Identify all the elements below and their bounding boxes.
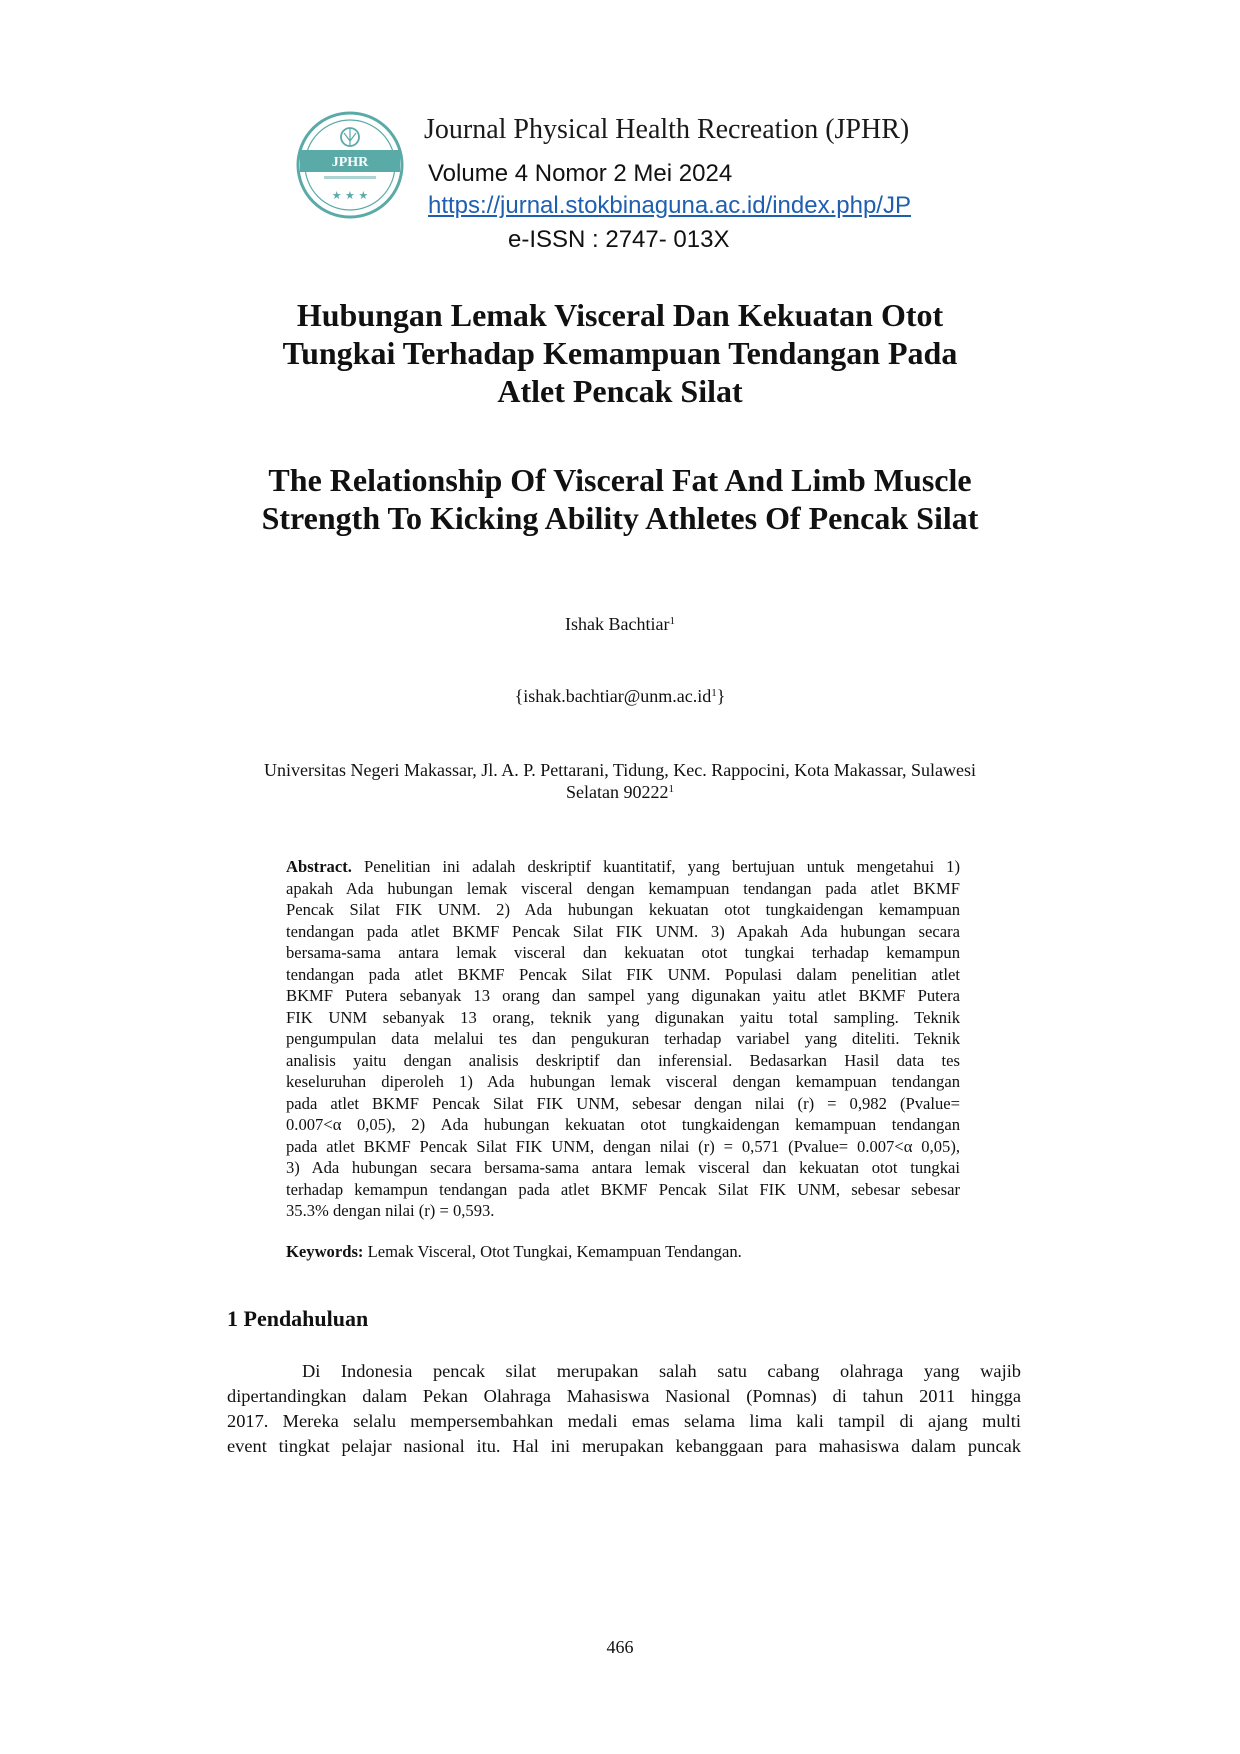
journal-url-link[interactable]: https://jurnal.stokbinaguna.ac.id/index.php/JP [428,192,911,219]
author-text: Ishak Bachtiar [565,614,670,634]
title-line: Strength To Kicking Ability Athletes Of Pencak Silat [261,500,979,536]
abstract-line: FIK UNM sebanyak 13 orang, teknik yang digunakan yaitu total sampling. Teknik [286,1007,960,1027]
author-superscript: 1 [669,615,675,627]
section-body [227,1359,1021,1459]
email-text: {ishak.bachtiar@unm.ac.id [514,686,712,706]
body-line: Di Indonesia pencak silat merupakan salah satu cabang olahraga yang wajib [302,1361,1021,1381]
journal-volume: Volume 4 Nomor 2 Mei 2024 [428,160,733,187]
svg-text:★ ★ ★: ★ ★ ★ [331,189,369,202]
affiliation-text: Selatan 90222 [566,782,669,802]
abstract-line: 3) Ada hubungan secara bersama-sama antara lemak visceral dan kekuatan otot tungkai [286,1158,960,1177]
abstract-line: Pencak Silat FIK UNM. 2) Ada hubungan kekuatan otot tungkaidengan kemampuan [286,900,960,919]
abstract-line: pada atlet BKMF Pencak Silat FIK UNM, sebesar dengan nilai (r) = 0,982 (Pvalue= [286,1093,960,1113]
abstract-line: pada atlet BKMF Pencak Silat FIK UNM, dengan nilai (r) = 0,571 (Pvalue= 0.007<α 0,05), [286,1136,960,1156]
affiliation-superscript: 1 [668,783,674,795]
paper-title-english [0,461,1240,537]
author-email [0,686,1240,707]
abstract-line: keseluruhan diperoleh 1) Ada hubungan lemak visceral dengan kemampuan tendangan [286,1072,960,1091]
journal-issn: e-ISSN : 2747- 013X [508,226,730,253]
title-line: Hubungan Lemak Visceral Dan Kekuatan Otot [296,297,944,333]
abstract-line: analisis yaitu dengan analisis deskriptif dan inferensial. Bedasarkan Hasil data tes [286,1050,960,1070]
abstract-first-line: Penelitian ini adalah deskriptif kuantitatif, yang bertujuan untuk mengetahui 1) [351,857,960,876]
journal-logo [296,111,404,219]
abstract-line: apakah Ada hubungan lemak visceral dengan kemampuan tendangan pada atlet BKMF [286,878,960,898]
abstract-line: terhadap kemampun tendangan pada atlet BKMF Pencak Silat FIK UNM, sebesar sebesar [286,1179,960,1199]
email-close-brace: } [716,686,726,706]
title-line: Atlet Pencak Silat [497,373,743,409]
page-number: 466 [606,1637,634,1657]
affiliation-line-2 [0,782,1240,803]
body-line: dipertandingkan dalam Pekan Olahraga Mahasiswa Nasional (Pomnas) di tahun 2011 hingga [227,1386,1021,1406]
abstract-line: 0.007<α 0,05), 2) Ada hubungan kekuatan otot tungkaidengan kemampuan tendangan [286,1115,960,1134]
title-line: The Relationship Of Visceral Fat And Limb Muscle [268,462,972,498]
abstract [286,856,960,1222]
logo-text: JPHR [331,155,369,170]
email-superscript: 1 [711,687,717,699]
abstract-line [286,856,960,878]
affiliation-line-1: Universitas Negeri Makassar, Jl. A. P. Pettarani, Tidung, Kec. Rappocini, Kota Makassar, Sulawesi [264,760,976,780]
author-name [0,614,1240,635]
abstract-line: bersama-sama antara lemak visceral dan kekuatan otot tungkai terhadap kemampun [286,943,960,962]
keywords [286,1242,742,1262]
abstract-line: tendangan pada atlet BKMF Pencak Silat FIK UNM. 3) Apakah Ada hubungan secara [286,921,960,941]
journal-name: Journal Physical Health Recreation (JPHR) [424,114,910,145]
body-line: 2017. Mereka selalu mempersembahkan medali emas selama lima kali tampil di ajang multi [227,1411,1021,1431]
body-line: event tingkat pelajar nasional itu. Hal ini merupakan kebanggaan para mahasiswa dalam puncak [227,1436,1021,1456]
keywords-text: Lemak Visceral, Otot Tungkai, Kemampuan Tendangan. [363,1242,742,1261]
title-line: Tungkai Terhadap Kemampuan Tendangan Pada [282,335,958,371]
section-heading: 1 Pendahuluan [227,1306,369,1331]
abstract-line: pengumpulan data melalui tes dan pengukuran terhadap variabel yang diteliti. Teknik [286,1029,960,1048]
abstract-line: BKMF Putera sebanyak 13 orang dan sampel yang digunakan yaitu atlet BKMF Putera [286,986,960,1005]
abstract-line: tendangan pada atlet BKMF Pencak Silat FIK UNM. Populasi dalam penelitian atlet [286,964,960,984]
abstract-line: 35.3% dengan nilai (r) = 0,593. [286,1201,495,1220]
abstract-label: Abstract. [286,857,352,876]
keywords-label: Keywords: [286,1242,364,1261]
paper-title-indonesian [0,296,1240,410]
